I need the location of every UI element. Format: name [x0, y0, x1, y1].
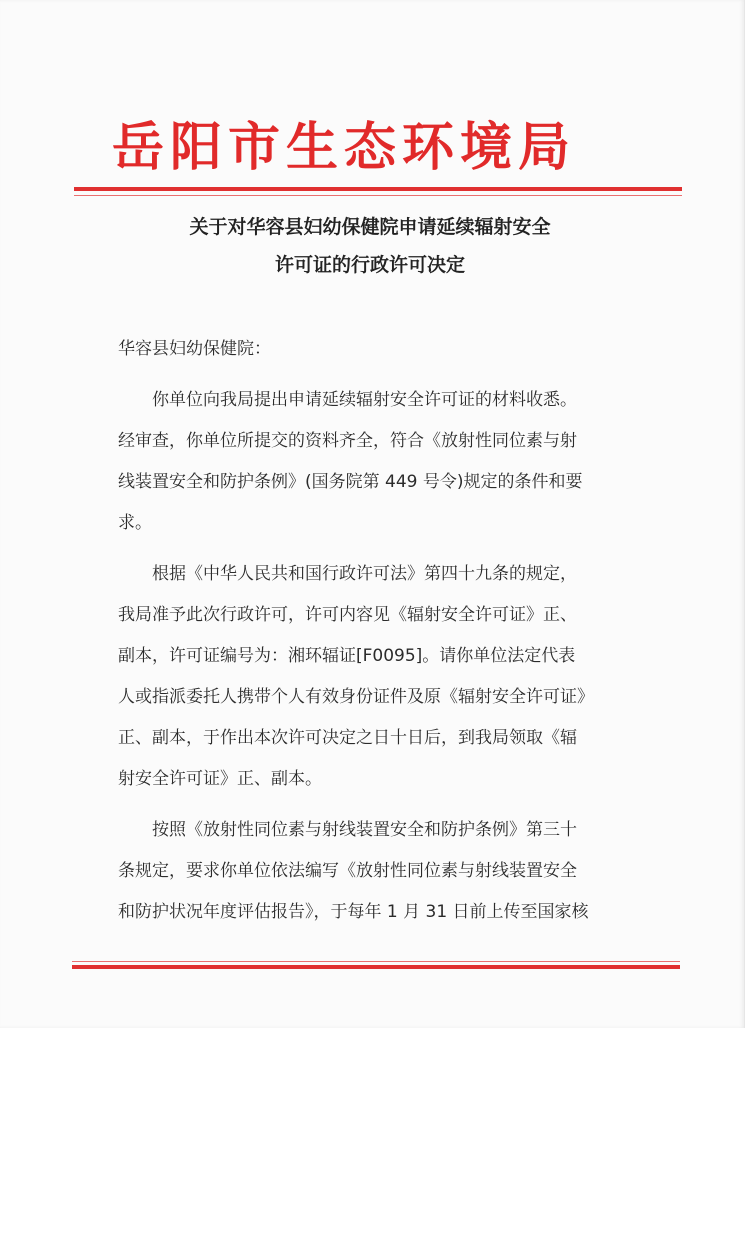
paragraph-line: 根据《中华人民共和国行政许可法》第四十九条的规定， — [152, 564, 577, 584]
paragraph-line: 副本，许可证编号为：湘环辐证[F0095]。请你单位法定代表 — [118, 646, 576, 666]
salutation: 华容县妇幼保健院： — [118, 339, 271, 359]
footer-rule-thin — [72, 961, 680, 962]
header-rule-thick — [74, 187, 682, 191]
header-rule-thin — [74, 195, 682, 196]
paragraph-2 — [118, 554, 648, 800]
document-body — [118, 329, 648, 933]
document-title — [110, 208, 630, 284]
document-title-line-1: 关于对华容县妇幼保健院申请延续辐射安全 — [189, 216, 551, 238]
paragraph-line: 条规定，要求你单位依法编写《放射性同位素与射线装置安全 — [118, 861, 577, 881]
paragraph-line: 和防护状况年度评估报告》，于每年 1 月 31 日前上传至国家核 — [118, 902, 589, 922]
paragraph-line: 你单位向我局提出申请延续辐射安全许可证的材料收悉。 — [152, 390, 577, 410]
paragraph-line: 正、副本，于作出本次许可决定之日十日后，到我局领取《辐 — [118, 728, 577, 748]
paragraph-line: 人或指派委托人携带个人有效身份证件及原《辐射安全许可证》 — [118, 687, 594, 707]
paragraph-3 — [118, 810, 648, 933]
document-title-line-2: 许可证的行政许可决定 — [274, 254, 465, 276]
paragraph-line: 线装置安全和防护条例》(国务院第 449 号令)规定的条件和要 — [118, 472, 583, 492]
paragraph-line: 按照《放射性同位素与射线装置安全和防护条例》第三十 — [152, 820, 577, 840]
agency-header: 岳阳市生态环境局 — [112, 117, 577, 178]
paragraph-line: 射安全许可证》正、副本。 — [118, 769, 322, 789]
paragraph-line: 我局准予此次行政许可，许可内容见《辐射安全许可证》正、 — [118, 605, 577, 625]
paragraph-1 — [118, 380, 648, 544]
footer-rule-thick — [72, 965, 680, 969]
paragraph-line: 经审查，你单位所提交的资料齐全，符合《放射性同位素与射 — [118, 431, 577, 451]
paragraph-line: 求。 — [118, 513, 152, 533]
